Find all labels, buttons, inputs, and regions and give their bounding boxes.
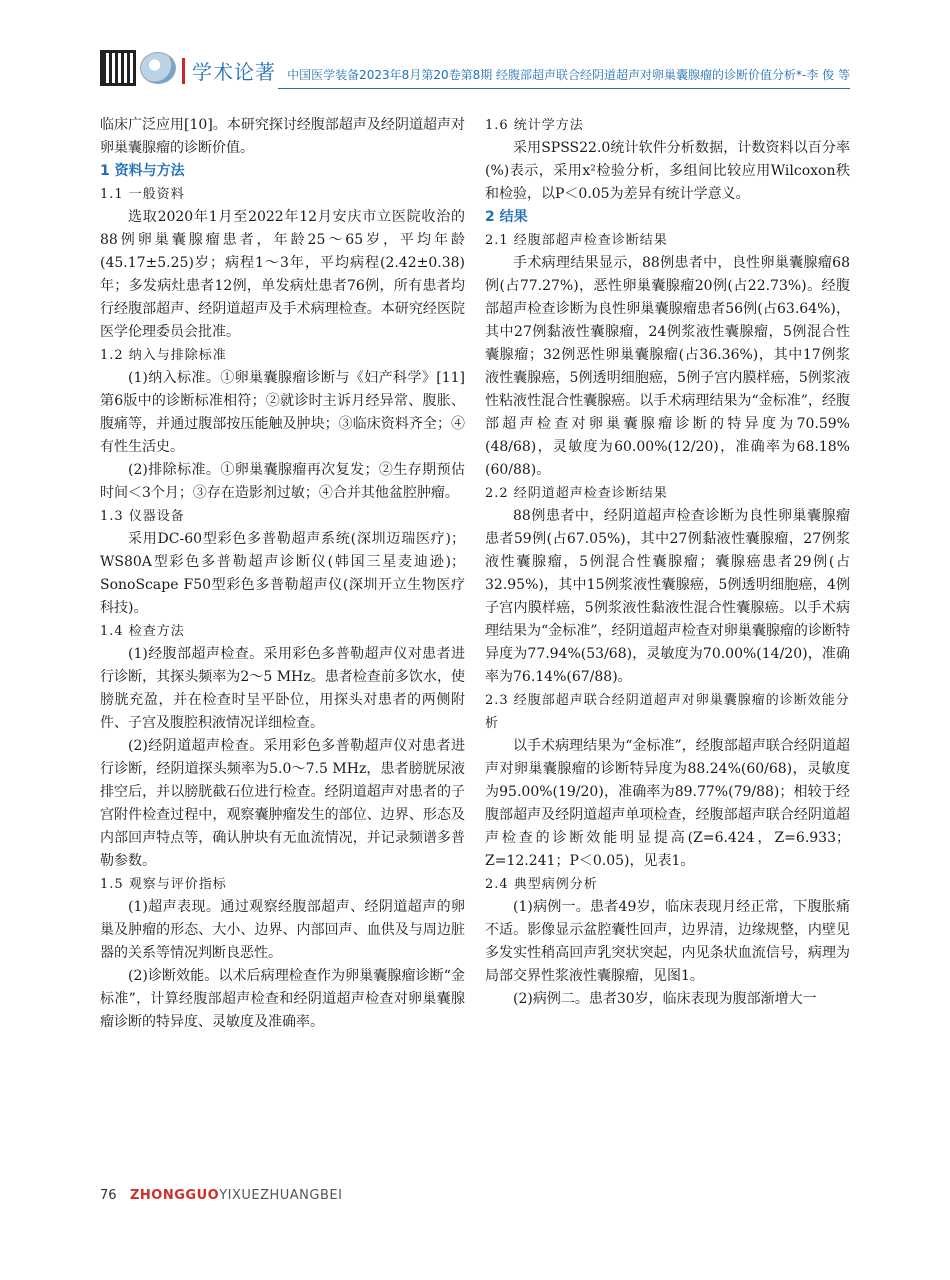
paragraph: (1)病例一。患者49岁，临床表现月经正常，下腹胀痛不适。影像显示盆腔囊性回声，边界清，边缘规整，内壁见多发实性稍高回声乳突状突起，内见条状血流信号，病理为局部交界性浆液性囊腺瘤，见图1。 <box>485 899 850 984</box>
paragraph: (2)病例二。患者30岁，临床表现为腹部渐增大一 <box>513 991 817 1007</box>
paragraph: 以手术病理结果为“金标准”，经腹部超声联合经阴道超声对卵巢囊腺瘤的诊断特异度为88.24%(60/68)，灵敏度为95.00%(19/20)，准确率为89.77%(79/88)；相较于经腹部超声及经阴道超声单项检查，经腹部超声联合经阴道超声检查的诊断效能明显提高(Z=6.424，Z=6.933；Z=12.241；P＜0.05)，见表1。 <box>485 738 850 869</box>
subsection-heading: 2.1 经腹部超声检查诊断结果 <box>485 233 668 248</box>
qr-code-icon <box>100 50 136 86</box>
header-rule <box>278 88 850 89</box>
subsection-heading: 2.4 典型病例分析 <box>485 877 598 892</box>
section-heading: 2 结果 <box>485 209 528 225</box>
subsection-heading: 1.1 一般资料 <box>100 187 185 202</box>
paragraph: 采用SPSS22.0统计软件分析数据，计数资料以百分率(%)表示，采用x²检验分析，多组间比较应用Wilcoxon秩和检验，以P＜0.05为差异有统计学意义。 <box>485 140 850 202</box>
paragraph: (1)经腹部超声检查。采用彩色多普勒超声仪对患者进行诊断，其探头频率为2～5 MHz。患者检查前多饮水，使膀胱充盈，并在检查时呈平卧位，用探头对患者的两侧附件、子宫及腹腔积液情况详细检查。 <box>100 646 465 731</box>
section-brand: 学术论著 <box>192 60 276 84</box>
page-footer <box>100 1186 850 1208</box>
page-header <box>100 44 850 92</box>
running-head: 中国医学装备2023年8月第20卷第8期 经腹部超声联合经阴道超声对卵巢囊腺瘤的诊断价值分析*-李 俊 等 <box>287 68 850 82</box>
subsection-heading: 1.2 纳入与排除标准 <box>100 348 227 363</box>
subsection-heading: 1.5 观察与评价指标 <box>100 877 227 892</box>
paragraph: 采用DC-60型彩色多普勒超声系统(深圳迈瑞医疗)；WS80A型彩色多普勒超声诊断仪(韩国三星麦迪逊)；SonoScape F50型彩色多普勒超声仪(深圳开立生物医疗科技)。 <box>100 531 465 616</box>
left-column <box>100 114 465 1034</box>
journal-logo-icon <box>140 52 176 84</box>
subsection-heading: 1.4 检查方法 <box>100 624 185 639</box>
section-heading: 1 资料与方法 <box>100 163 185 179</box>
page-number: 76 <box>100 1188 117 1203</box>
subsection-heading: 1.3 仪器设备 <box>100 509 185 524</box>
paragraph: 选取2020年1月至2022年12月安庆市立医院收治的88例卵巢囊腺瘤患者，年龄25～65岁，平均年龄(45.17±5.25)岁；病程1～3年，平均病程(2.42±0.38)年；多发病灶患者12例，单发病灶患者76例，所有患者均行经腹部超声、经阴道超声及手术病理检查。本研究经医院医学伦理委员会批准。 <box>100 209 465 340</box>
header-accent-bar <box>182 58 185 84</box>
paragraph: (1)纳入标准。①卵巢囊腺瘤诊断与《妇产科学》[11]第6版中的诊断标准相符；②就诊时主诉月经异常、腹胀、腹痛等，并通过腹部按压能触及肿块；③临床资料齐全；④有性生活史。 <box>100 370 465 455</box>
paragraph: (2)排除标准。①卵巢囊腺瘤再次复发；②生存期预估时间＜3个月；③存在造影剂过敏；④合并其他盆腔肿瘤。 <box>100 462 465 501</box>
magazine-name: ZHONGGUOYIXUEZHUANGBEI <box>130 1188 343 1203</box>
paragraph: (2)诊断效能。以术后病理检查作为卵巢囊腺瘤诊断“金标准”，计算经腹部超声检查和经阴道超声检查对卵巢囊腺瘤诊断的特异度、灵敏度及准确率。 <box>100 968 465 1030</box>
paragraph: (1)超声表现。通过观察经腹部超声、经阴道超声的卵巢及肿瘤的形态、大小、边界、内部回声、血供及与周边脏器的关系等情况判断良恶性。 <box>100 899 465 961</box>
paragraph: 手术病理结果显示，88例患者中，良性卵巢囊腺瘤68例(占77.27%)，恶性卵巢囊腺瘤20例(占22.73%)。经腹部超声检查诊断为良性卵巢囊腺瘤患者56例(占63.64%)，其中27例黏液性囊腺瘤，24例浆液性囊腺瘤，5例混合性囊腺瘤；32例恶性卵巢囊腺瘤(占36.36%)，其中17例浆液性囊腺癌，5例透明细胞癌，5例子宫内膜样癌，5例浆液性粘液性混合性囊腺癌。以手术病理结果为“金标准”，经腹部超声检查对卵巢囊腺瘤诊断的特异度为70.59%(48/68)，灵敏度为60.00%(12/20)，准确率为68.18%(60/88)。 <box>485 255 850 478</box>
subsection-heading: 2.2 经阴道超声检查诊断结果 <box>485 486 668 501</box>
subsection-heading: 2.3 经腹部超声联合经阴道超声对卵巢囊腺瘤的诊断效能分析 <box>485 693 850 731</box>
paragraph: 临床广泛应用[10]。本研究探讨经腹部超声及经阴道超声对卵巢囊腺瘤的诊断价值。 <box>100 117 465 156</box>
right-column <box>485 114 850 1011</box>
subsection-heading: 1.6 统计学方法 <box>485 118 584 133</box>
paragraph: (2)经阴道超声检查。采用彩色多普勒超声仪对患者进行诊断，经阴道探头频率为5.0～7.5 MHz，患者膀胱尿液排空后，并以膀胱截石位进行检查。经阴道超声对患者的子宫附件检查过程中，观察囊肿瘤发生的部位、边界、形态及内部回声特点等，确认肿块有无血流情况，并记录频谱多普勒参数。 <box>100 738 465 869</box>
paragraph: 88例患者中，经阴道超声检查诊断为良性卵巢囊腺瘤患者59例(占67.05%)，其中27例黏液性囊腺瘤，27例浆液性囊腺瘤，5例混合性囊腺瘤；囊腺癌患者29例(占32.95%)，其中15例浆液性囊腺癌，5例透明细胞癌，4例子宫内膜样癌，5例浆液性黏液性混合性囊腺癌。以手术病理结果为“金标准”，经阴道超声检查对卵巢囊腺瘤的诊断特异度为77.94%(53/68)，灵敏度为70.00%(14/20)，准确率为76.14%(67/88)。 <box>485 508 850 685</box>
